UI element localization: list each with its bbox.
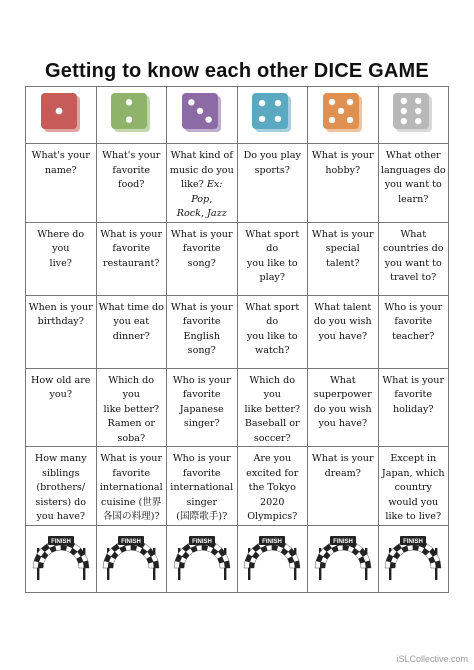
question-line: birthday? bbox=[37, 316, 84, 327]
question-line: music do you bbox=[169, 164, 234, 176]
question-line: dream? bbox=[324, 467, 361, 479]
question-row bbox=[26, 368, 449, 447]
question-cell bbox=[237, 295, 308, 368]
question-line: holiday? bbox=[392, 403, 434, 415]
die-pip bbox=[401, 118, 407, 124]
dice-cell bbox=[96, 87, 167, 144]
question-line: you eat bbox=[113, 316, 150, 327]
question-line: the Tokyo bbox=[248, 482, 296, 493]
finish-line-icon bbox=[172, 534, 232, 584]
question-line: travel to? bbox=[390, 272, 437, 283]
question-line: Where do you bbox=[37, 228, 85, 254]
question-line: Baseball or bbox=[244, 418, 300, 429]
die-three-icon bbox=[181, 92, 223, 138]
question-line: international bbox=[99, 482, 163, 493]
question-line: What talent bbox=[314, 301, 372, 313]
question-cell bbox=[378, 368, 449, 447]
question-line: What sport do bbox=[245, 228, 300, 254]
question-line: you like to bbox=[246, 330, 298, 342]
question-line: talent? bbox=[326, 257, 360, 269]
question-line: Which do you bbox=[108, 374, 155, 400]
question-line: teacher? bbox=[392, 330, 435, 342]
question-row bbox=[26, 222, 449, 295]
die-pip bbox=[347, 99, 353, 105]
question-line: Japan, which bbox=[381, 467, 445, 479]
question-line: sports? bbox=[254, 164, 290, 176]
question-line: favorite bbox=[182, 316, 221, 327]
dice-row bbox=[26, 87, 449, 144]
die-pip bbox=[401, 98, 407, 104]
question-line: restaurant? bbox=[103, 257, 160, 269]
question-line: would you bbox=[388, 496, 439, 508]
question-line: Rock, Jazz bbox=[176, 208, 227, 219]
question-cell bbox=[167, 368, 238, 447]
question-cell bbox=[96, 447, 167, 526]
finish-line-icon bbox=[101, 534, 161, 584]
question-line: watch? bbox=[255, 345, 290, 356]
question-line: you like to bbox=[246, 257, 298, 269]
question-line: excited for bbox=[246, 467, 299, 479]
question-cell bbox=[26, 222, 97, 295]
question-line: Who is your bbox=[172, 453, 231, 464]
question-cell bbox=[167, 295, 238, 368]
question-line: live? bbox=[49, 257, 72, 269]
question-cell bbox=[237, 447, 308, 526]
finish-line-icon bbox=[31, 534, 91, 584]
question-cell bbox=[167, 447, 238, 526]
die-pip bbox=[205, 116, 211, 122]
die-pip bbox=[188, 99, 194, 105]
finish-line-icon bbox=[242, 534, 302, 584]
question-cell bbox=[308, 222, 379, 295]
finish-label: FINISH bbox=[121, 538, 142, 545]
die-pip bbox=[415, 108, 421, 114]
finish-cell bbox=[308, 525, 379, 592]
dice-cell bbox=[26, 87, 97, 144]
question-cell bbox=[308, 447, 379, 526]
question-line: countries do bbox=[382, 243, 444, 254]
question-line: sisters) do bbox=[35, 496, 87, 508]
die-pip bbox=[415, 98, 421, 104]
finish-cell bbox=[167, 525, 238, 592]
question-line: What time do bbox=[98, 301, 164, 313]
question-line: country bbox=[394, 482, 432, 493]
question-cell bbox=[26, 368, 97, 447]
question-line: What is your bbox=[100, 228, 163, 240]
question-line: favorite song? bbox=[182, 243, 221, 269]
question-line: How many bbox=[34, 453, 87, 464]
question-line: What is your bbox=[311, 228, 374, 240]
question-line: you have? bbox=[318, 418, 368, 429]
question-line: singer bbox=[186, 496, 218, 508]
question-line: favorite bbox=[112, 243, 151, 254]
die-five-icon bbox=[322, 92, 364, 138]
question-line: What bbox=[329, 374, 356, 386]
question-line: you have? bbox=[36, 511, 86, 522]
die-pip bbox=[126, 99, 132, 105]
finish-cell bbox=[378, 525, 449, 592]
question-line: Except in bbox=[390, 453, 437, 464]
die-one-icon bbox=[40, 92, 82, 138]
question-line: like better? bbox=[103, 403, 160, 415]
question-line: What sport do bbox=[245, 301, 300, 327]
question-line: you? bbox=[49, 389, 73, 400]
question-cell bbox=[96, 144, 167, 223]
question-cell bbox=[308, 368, 379, 447]
question-line: What is your bbox=[170, 301, 233, 313]
dice-cell bbox=[308, 87, 379, 144]
die-six-icon bbox=[392, 92, 434, 138]
question-line: hobby? bbox=[325, 164, 361, 176]
die-pip bbox=[329, 117, 335, 123]
dice-game-grid bbox=[25, 86, 449, 593]
die-pip bbox=[401, 108, 407, 114]
question-line: Are you bbox=[253, 453, 292, 464]
question-cell bbox=[26, 144, 97, 223]
question-line: international bbox=[170, 482, 234, 493]
finish-line-icon bbox=[313, 534, 373, 584]
question-line: dinner? bbox=[112, 330, 150, 342]
finish-label: FINISH bbox=[332, 538, 353, 545]
question-line: (brothers/ bbox=[36, 482, 86, 493]
question-line: learn? bbox=[398, 193, 429, 205]
question-line: What other bbox=[385, 150, 441, 161]
question-line: What's your bbox=[31, 150, 90, 161]
question-line: soccer? bbox=[253, 432, 291, 444]
question-line: favorite bbox=[182, 389, 221, 400]
die-pip bbox=[55, 108, 62, 115]
question-line: What is your bbox=[100, 453, 163, 464]
finish-label: FINISH bbox=[403, 538, 424, 545]
die-pip bbox=[329, 99, 335, 105]
die-two-icon bbox=[110, 92, 152, 138]
question-cell bbox=[308, 295, 379, 368]
question-line: Who is your bbox=[172, 374, 231, 386]
die-pip bbox=[126, 116, 132, 122]
question-cell bbox=[237, 222, 308, 295]
question-line: What is your bbox=[311, 453, 374, 464]
question-line: like to live? bbox=[385, 511, 442, 522]
question-cell bbox=[378, 447, 449, 526]
question-line: What is your bbox=[311, 150, 374, 161]
die-pip bbox=[259, 116, 265, 122]
question-line: like better? bbox=[244, 403, 301, 415]
question-line: you want to bbox=[384, 257, 442, 269]
question-cell bbox=[167, 222, 238, 295]
question-line: What is your bbox=[170, 228, 233, 240]
question-row bbox=[26, 447, 449, 526]
finish-cell bbox=[26, 525, 97, 592]
worksheet-title: Getting to know each other DICE GAME bbox=[45, 60, 429, 82]
question-cell bbox=[308, 144, 379, 223]
finish-label: FINISH bbox=[50, 538, 71, 545]
question-line: How old are bbox=[31, 374, 91, 386]
question-line: Japanese bbox=[179, 403, 224, 415]
die-four-icon bbox=[251, 92, 293, 138]
question-cell bbox=[26, 295, 97, 368]
question-cell bbox=[96, 295, 167, 368]
question-line: you want to bbox=[384, 179, 442, 190]
question-cell bbox=[96, 368, 167, 447]
question-cell bbox=[378, 222, 449, 295]
question-line: play? bbox=[259, 272, 285, 283]
dice-cell bbox=[378, 87, 449, 144]
question-line: When is your bbox=[28, 301, 93, 313]
question-line: singer? bbox=[183, 418, 220, 429]
question-line: What kind of bbox=[170, 150, 233, 161]
question-line: cuisine (世界 bbox=[101, 496, 162, 508]
question-line: Ramen or bbox=[107, 418, 156, 429]
question-line: languages do bbox=[380, 164, 446, 176]
die-pip bbox=[338, 108, 344, 114]
finish-label: FINISH bbox=[262, 538, 283, 545]
question-line: special bbox=[325, 243, 360, 254]
question-row bbox=[26, 144, 449, 223]
question-line: Olympics? bbox=[247, 511, 298, 522]
die-pip bbox=[415, 118, 421, 124]
question-cell bbox=[237, 144, 308, 223]
dice-cell bbox=[167, 87, 238, 144]
question-line: What's your bbox=[102, 150, 161, 161]
question-line: 各国の料理)? bbox=[102, 511, 160, 522]
question-line: superpower bbox=[313, 389, 372, 400]
question-line: (国際歌手)? bbox=[176, 511, 228, 522]
die-pip bbox=[275, 116, 281, 122]
watermark: iSLCollective.com bbox=[396, 654, 468, 664]
question-line: favorite bbox=[182, 467, 221, 479]
question-line: like? Ex: Pop, bbox=[181, 179, 223, 205]
question-line: favorite food? bbox=[112, 164, 151, 190]
finish-cell bbox=[96, 525, 167, 592]
question-line: Who is your bbox=[384, 301, 443, 313]
finish-line-icon bbox=[383, 534, 443, 584]
question-line: favorite bbox=[394, 316, 433, 327]
question-line: What bbox=[400, 228, 427, 240]
question-line: do you wish bbox=[313, 316, 372, 327]
finish-label: FINISH bbox=[191, 538, 212, 545]
question-line: Which do you bbox=[249, 374, 296, 400]
finish-cell bbox=[237, 525, 308, 592]
die-pip bbox=[259, 100, 265, 106]
die-pip bbox=[275, 100, 281, 106]
question-line: soba? bbox=[117, 432, 146, 444]
question-row bbox=[26, 295, 449, 368]
question-cell bbox=[237, 368, 308, 447]
question-line: favorite bbox=[394, 389, 433, 400]
question-cell bbox=[96, 222, 167, 295]
die-pip bbox=[347, 117, 353, 123]
question-line: siblings bbox=[41, 467, 80, 479]
question-cell bbox=[26, 447, 97, 526]
question-line: favorite bbox=[112, 467, 151, 479]
question-line: 2020 bbox=[260, 496, 285, 508]
question-line: do you wish bbox=[313, 403, 372, 415]
question-line: Do you play bbox=[243, 150, 301, 161]
question-line: name? bbox=[44, 164, 77, 176]
finish-row bbox=[26, 525, 449, 592]
question-line: English song? bbox=[183, 330, 221, 356]
dice-cell bbox=[237, 87, 308, 144]
question-line: What is your bbox=[382, 374, 445, 386]
question-line: you have? bbox=[318, 330, 368, 342]
question-cell bbox=[167, 144, 238, 223]
die-pip bbox=[197, 108, 203, 114]
question-cell bbox=[378, 144, 449, 223]
question-cell bbox=[378, 295, 449, 368]
